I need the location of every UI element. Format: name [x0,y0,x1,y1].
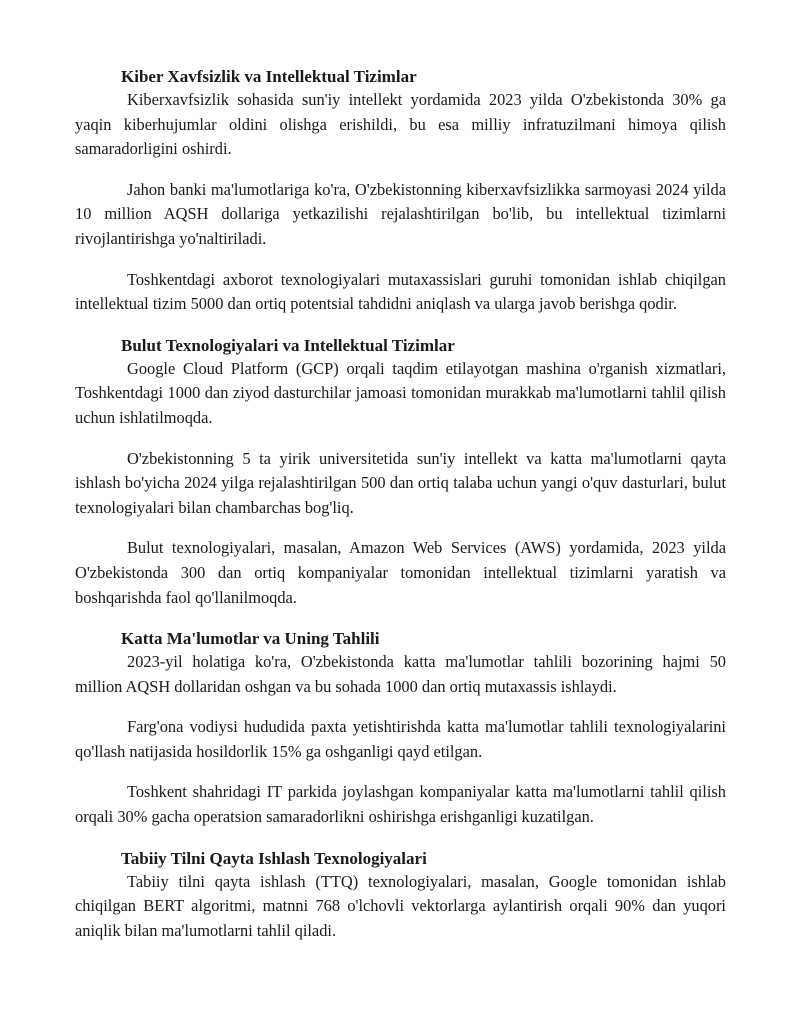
paragraph: 2023-yil holatiga ko'ra, O'zbekistonda katta ma'lumotlar tahlili bozorining hajmi 50 million AQSH dollaridan oshgan va bu sohada 1000 dan ortiq mutaxassis ishlaydi. [75,652,726,696]
paragraph: Toshkent shahridagi IT parkida joylashgan kompaniyalar katta ma'lumotlarni tahlil qilish orqali 30% gacha operatsion samaradorlikni oshirishga erishganligi kuzatilgan. [75,782,726,827]
paragraph: Tabiiy tilni qayta ishlash (TTQ) texnologiyalari, masalan, Google tomonidan ishlab chiqilgan BERT algoritmi, matnni 768 o'lchovli vektorlarga aylantirish orqali 90% dan yuqori aniqlik bilan ma'lumotlarni tahlil qiladi. [75,871,726,940]
section-cybersecurity [75,66,726,317]
section-heading: Kiber Xavfsizlik va Intellektual Tizimlar [121,67,417,86]
section-heading: Tabiiy Tilni Qayta Ishlash Texnologiyalari [121,848,427,868]
section-big-data [75,628,726,830]
section-heading: Katta Ma'lumotlar va Uning Tahlili [121,629,380,649]
paragraph: O'zbekistonning 5 ta yirik universitetida sun'iy intellekt va katta ma'lumotlarni qayta ishlash bo'yicha 2024 yilga rejalashtirilgan 500 dan ortiq talaba uchun yangi o'quv dasturlari, bulut texnologiyalari bilan chambarchas bog'liq. [75,448,726,517]
paragraph: Bulut texnologiyalari, masalan, Amazon Web Services (AWS) yordamida, 2023 yilda O'zbekistonda 300 dan ortiq kompaniyalar tomonidan intellektual tizimlarni yaratish va boshqarishda faol qo'llanilmoqda. [75,538,726,607]
section-cloud [75,335,726,610]
section-heading: Bulut Texnologiyalari va Intellektual Tizimlar [121,335,455,355]
paragraph: Kiberxavfsizlik sohasida sun'iy intellekt yordamida 2023 yilda O'zbekistonda 30% ga yaqin kiberhujumlar oldini olishga erishildi, bu esa milliy infratuzilmani himoya qilish samaradorligini oshirdi. [75,90,726,159]
paragraph: Toshkentdagi axborot texnologiyalari mutaxassislari guruhi tomonidan ishlab chiqilgan intellektual tizim 5000 dan ortiq potentsial tahdidni aniqlash va ularga javob berishga qodir. [75,269,726,314]
paragraph: Jahon banki ma'lumotlariga ko'ra, O'zbekistonning kiberxavfsizlikka sarmoyasi 2024 yilda 10 million AQSH dollariga yetkazilishi rejalashtirilgan bo'lib, bu intellektual tizimlarni rivojlantirishga yo'naltiriladi. [75,179,726,248]
paragraph: Farg'ona vodiysi hududida paxta yetishtirishda katta ma'lumotlar tahlili texnologiyalarini qo'llash natijasida hosildorlik 15% ga oshganligi qayd etilgan. [75,717,726,761]
section-nlp [75,848,726,944]
paragraph: Google Cloud Platform (GCP) orqali taqdim etilayotgan mashina o'rganish xizmatlari, Toshkentdagi 1000 dan ziyod dasturchilar jamoasi tomonidan murakkab ma'lumotlarni tahlil qilish uchun ishlatilmoqda. [75,358,726,427]
document-page [75,66,726,961]
